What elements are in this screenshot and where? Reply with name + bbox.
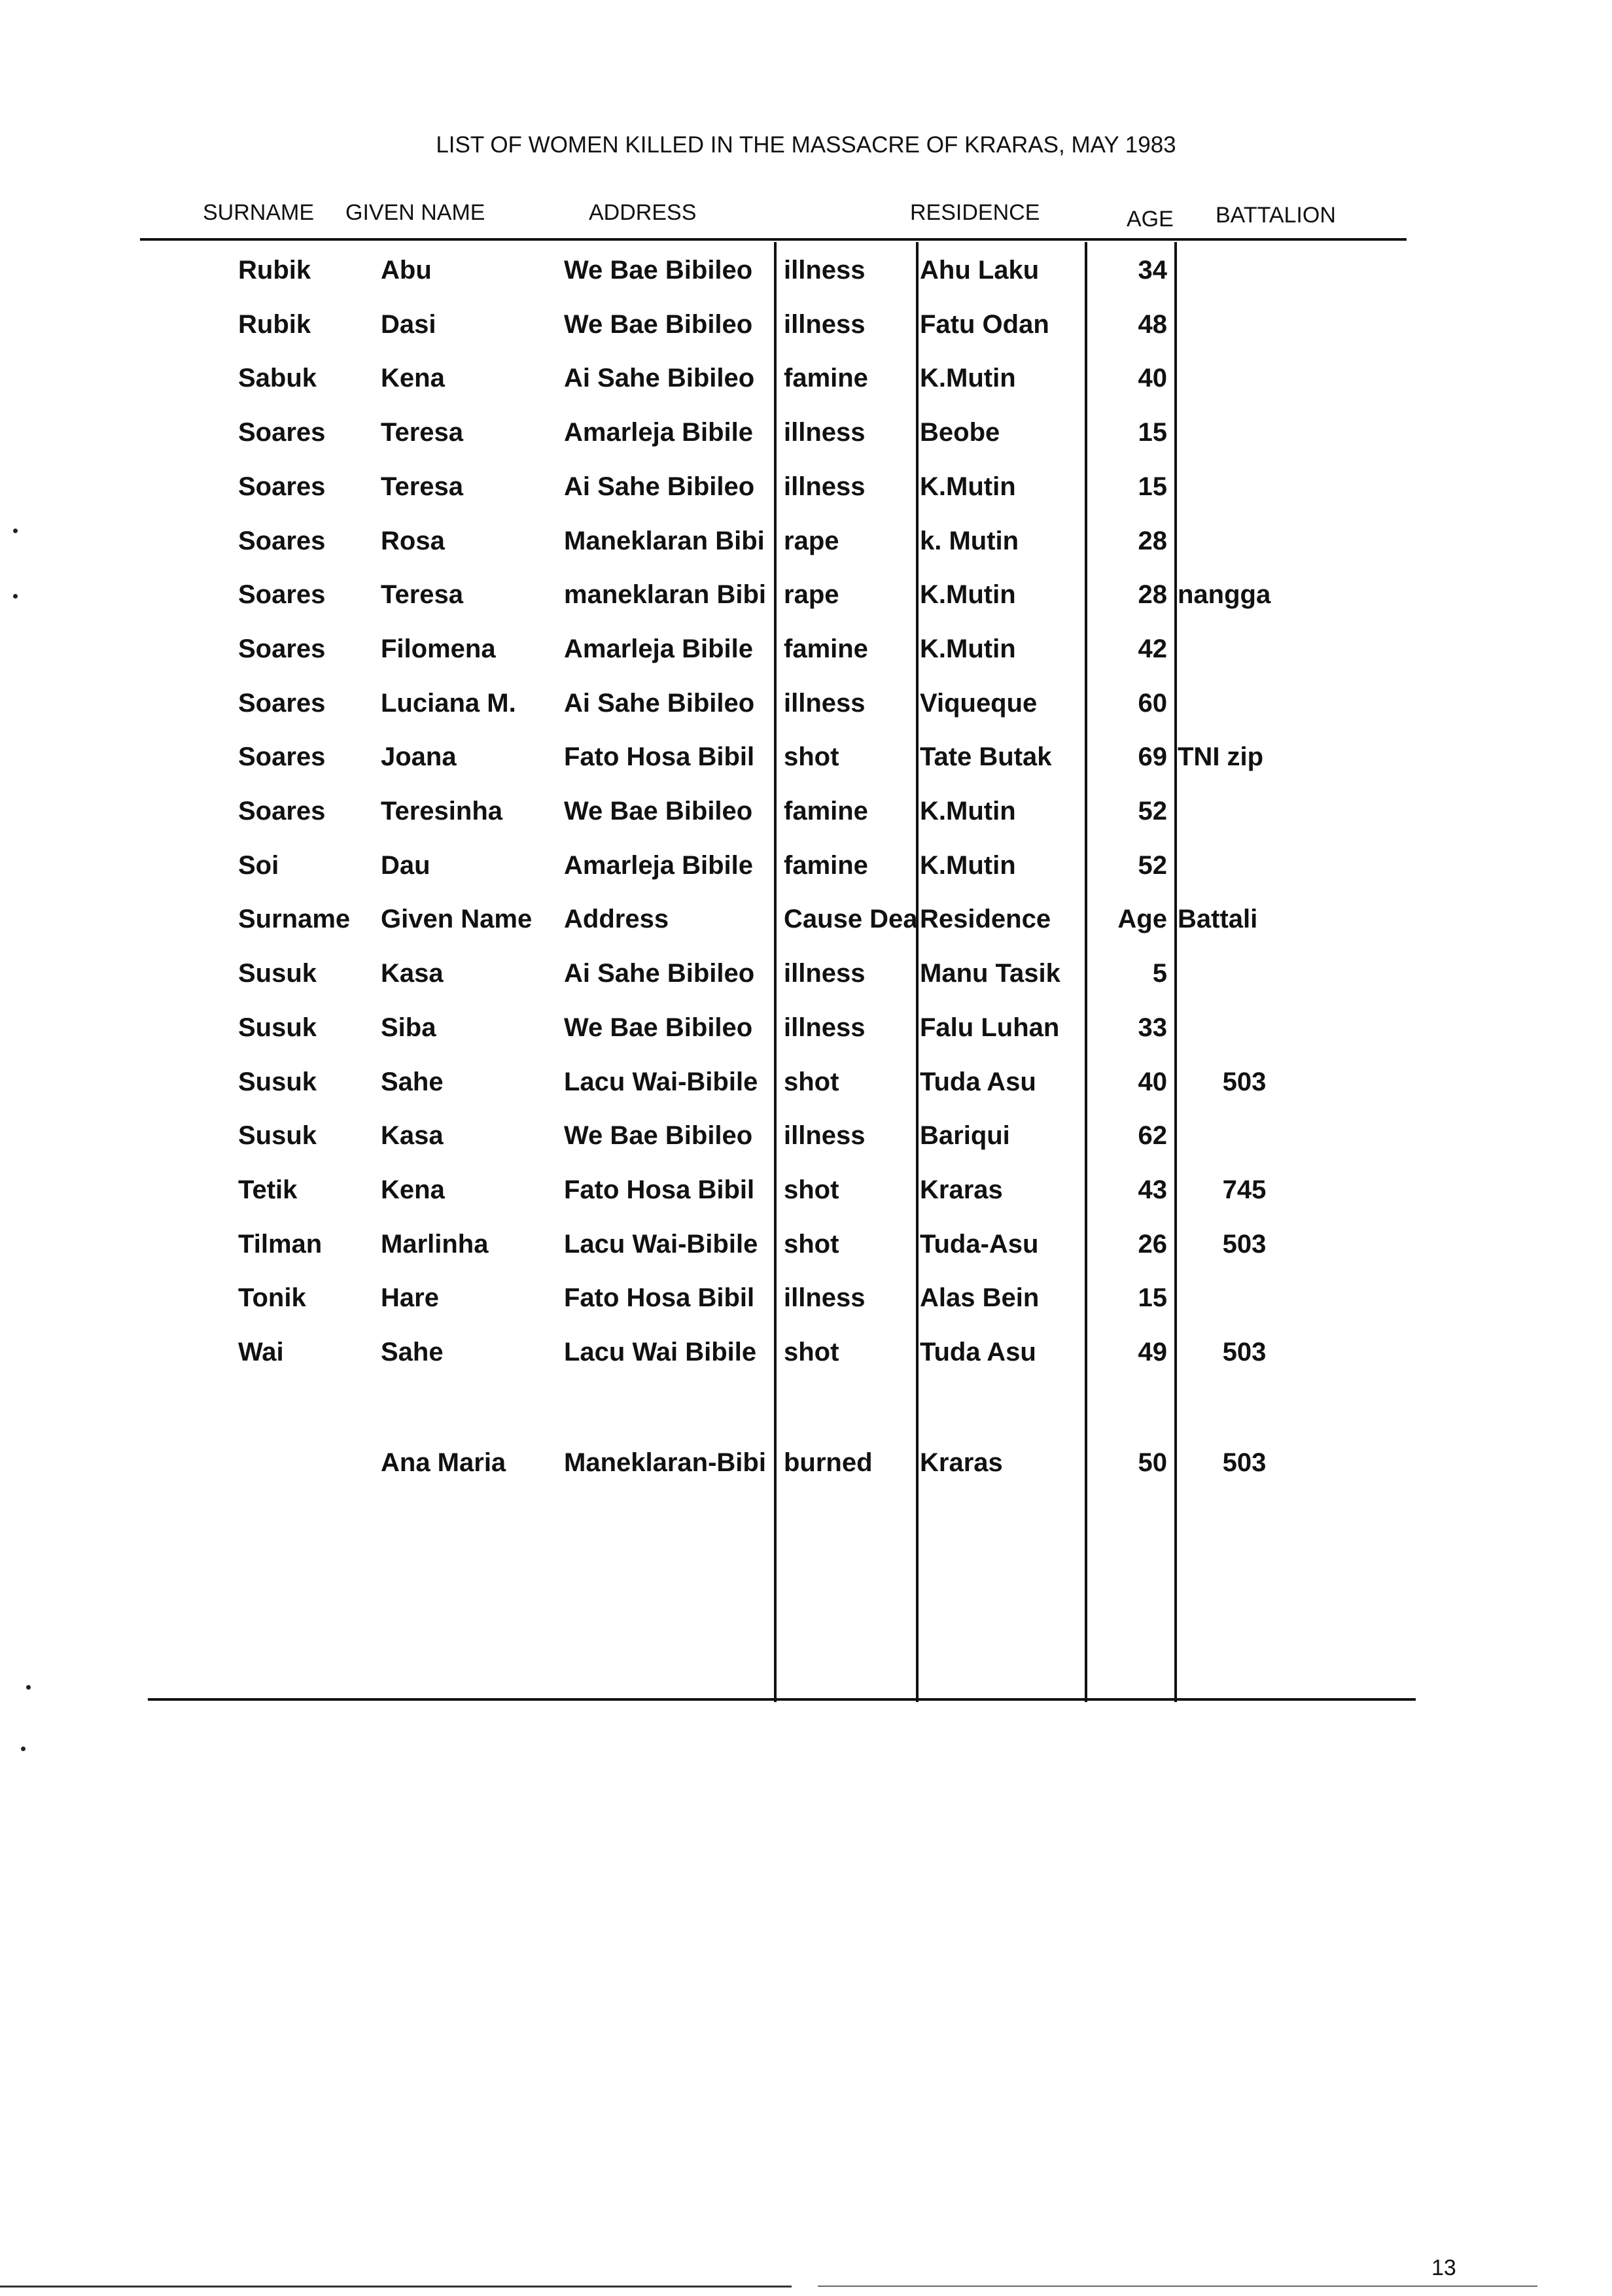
cell-battalion: 503 (1222, 1230, 1267, 1259)
cell-age: 49 (1138, 1338, 1167, 1366)
cell-age: 40 (1138, 364, 1167, 392)
punch-mark (21, 1747, 26, 1751)
cell-residence: K.Mutin (920, 797, 1016, 826)
header-battalion: BATTALION (1216, 203, 1336, 228)
cell-residence: K.Mutin (920, 851, 1016, 880)
cell-cause: illness (784, 689, 866, 718)
cell-residence: K.Mutin (920, 635, 1016, 663)
cell-address: Fato Hosa Bibil (564, 1175, 755, 1204)
cell-given: Hare (381, 1283, 439, 1312)
cell-address: We Bae Bibileo (564, 1013, 753, 1042)
cell-address: Ai Sahe Bibileo (564, 689, 755, 718)
document-title: LIST OF WOMEN KILLED IN THE MASSACRE OF KRARAS, MAY 1983 (436, 132, 1176, 158)
cell-given: Rosa (381, 527, 445, 555)
cell-cause: shot (784, 1230, 839, 1259)
cell-surname: Tilman (238, 1230, 323, 1259)
cell-surname: Soares (238, 472, 326, 501)
cell-residence: Bariqui (920, 1121, 1010, 1150)
cell-cause: burned (784, 1448, 873, 1477)
cell-residence: Kraras (920, 1175, 1003, 1204)
cell-surname: Wai (238, 1338, 284, 1366)
cell-residence: Tuda Asu (920, 1338, 1036, 1366)
cell-cause: famine (784, 364, 868, 392)
cell-address: maneklaran Bibi (564, 580, 767, 609)
cell-residence: Kraras (920, 1448, 1003, 1477)
table-bottom-rule (148, 1698, 1416, 1701)
cell-given: Kena (381, 364, 445, 392)
cell-address: We Bae Bibileo (564, 1121, 753, 1150)
cell-surname: Tonik (238, 1283, 306, 1312)
cell-cause: famine (784, 635, 868, 663)
cell-cause: illness (784, 310, 866, 339)
cell-residence: Beobe (920, 418, 1000, 447)
cell-given: Sahe (381, 1068, 444, 1096)
cell-surname: Susuk (238, 1013, 317, 1042)
column-rule-cause (774, 242, 777, 1702)
cell-battalion: 745 (1222, 1175, 1267, 1204)
cell-given: Luciana M. (381, 689, 516, 718)
cell-given: Teresa (381, 472, 464, 501)
cell-given: Teresinha (381, 797, 502, 826)
cell-address: Maneklaran-Bibi (564, 1448, 766, 1477)
cell-cause: illness (784, 959, 866, 988)
bottom-edge-line (818, 2286, 1537, 2287)
cell-battalion: TNI zip (1178, 742, 1264, 771)
cell-address: Ai Sahe Bibileo (564, 364, 755, 392)
cell-address: Address (564, 905, 669, 933)
cell-given: Dasi (381, 310, 436, 339)
cell-age: 43 (1138, 1175, 1167, 1204)
cell-battalion: nangga (1178, 580, 1271, 609)
cell-surname: Susuk (238, 1121, 317, 1150)
cell-residence: Tuda Asu (920, 1068, 1036, 1096)
cell-cause: Cause Dea (784, 905, 918, 933)
cell-residence: Falu Luhan (920, 1013, 1060, 1042)
cell-given: Teresa (381, 580, 464, 609)
cell-residence: k. Mutin (920, 527, 1019, 555)
cell-surname: Tetik (238, 1175, 298, 1204)
cell-age: 5 (1152, 959, 1167, 988)
cell-address: Lacu Wai-Bibile (564, 1068, 758, 1096)
cell-age: 62 (1138, 1121, 1167, 1150)
cell-residence: Manu Tasik (920, 959, 1060, 988)
header-age: AGE (1127, 207, 1174, 232)
cell-residence: Ahu Laku (920, 256, 1040, 285)
cell-age: 69 (1138, 742, 1167, 771)
cell-given: Abu (381, 256, 432, 285)
cell-age: 26 (1138, 1230, 1167, 1259)
cell-age: 60 (1138, 689, 1167, 718)
cell-address: Ai Sahe Bibileo (564, 472, 755, 501)
cell-address: Maneklaran Bibi (564, 527, 765, 555)
cell-given: Filomena (381, 635, 496, 663)
cell-cause: illness (784, 418, 866, 447)
cell-cause: famine (784, 851, 868, 880)
cell-cause: illness (784, 472, 866, 501)
cell-given: Kasa (381, 1121, 444, 1150)
cell-surname: Surname (238, 905, 351, 933)
cell-age: 40 (1138, 1068, 1167, 1096)
cell-age: 15 (1138, 418, 1167, 447)
cell-age: 28 (1138, 527, 1167, 555)
cell-surname: Sabuk (238, 364, 317, 392)
cell-age: 42 (1138, 635, 1167, 663)
cell-address: Lacu Wai-Bibile (564, 1230, 758, 1259)
cell-surname: Susuk (238, 1068, 317, 1096)
cell-surname: Susuk (238, 959, 317, 988)
cell-cause: shot (784, 1338, 839, 1366)
cell-residence: Fatu Odan (920, 310, 1049, 339)
punch-mark (13, 594, 18, 599)
cell-given: Sahe (381, 1338, 444, 1366)
cell-surname: Soares (238, 418, 326, 447)
cell-age: 33 (1138, 1013, 1167, 1042)
cell-address: Amarleja Bibile (564, 418, 754, 447)
cell-battalion: 503 (1222, 1338, 1267, 1366)
page-number: 13 (1431, 2255, 1456, 2280)
cell-given: Dau (381, 851, 430, 880)
cell-battalion: 503 (1222, 1448, 1267, 1477)
cell-given: Ana Maria (381, 1448, 506, 1477)
punch-mark (13, 529, 18, 533)
header-given-name: GIVEN NAME (345, 200, 485, 225)
cell-cause: illness (784, 1283, 866, 1312)
cell-battalion: 503 (1222, 1068, 1267, 1096)
cell-cause: famine (784, 797, 868, 826)
cell-surname: Soares (238, 527, 326, 555)
cell-age: 15 (1138, 1283, 1167, 1312)
header-rule (140, 238, 1407, 241)
cell-age: 15 (1138, 472, 1167, 501)
cell-surname: Soares (238, 580, 326, 609)
cell-residence: K.Mutin (920, 580, 1016, 609)
cell-battalion: Battali (1178, 905, 1258, 933)
cell-given: Kasa (381, 959, 444, 988)
cell-cause: shot (784, 742, 839, 771)
cell-address: We Bae Bibileo (564, 256, 753, 285)
cell-age: 34 (1138, 256, 1167, 285)
cell-cause: rape (784, 527, 839, 555)
cell-cause: shot (784, 1068, 839, 1096)
cell-address: Lacu Wai Bibile (564, 1338, 757, 1366)
cell-given: Given Name (381, 905, 533, 933)
cell-surname: Rubik (238, 256, 311, 285)
bottom-edge-line (0, 2286, 792, 2287)
cell-cause: illness (784, 1121, 866, 1150)
cell-address: Ai Sahe Bibileo (564, 959, 755, 988)
header-surname: SURNAME (203, 200, 315, 225)
cell-residence: Viqueque (920, 689, 1038, 718)
cell-residence: K.Mutin (920, 364, 1016, 392)
cell-address: We Bae Bibileo (564, 310, 753, 339)
cell-cause: rape (784, 580, 839, 609)
cell-surname: Soares (238, 635, 326, 663)
cell-surname: Soares (238, 689, 326, 718)
header-address: ADDRESS (589, 200, 697, 225)
cell-address: Amarleja Bibile (564, 851, 754, 880)
cell-address: Fato Hosa Bibil (564, 742, 755, 771)
cell-age: 50 (1138, 1448, 1167, 1477)
cell-cause: shot (784, 1175, 839, 1204)
cell-given: Kena (381, 1175, 445, 1204)
cell-residence: Alas Bein (920, 1283, 1040, 1312)
cell-cause: illness (784, 1013, 866, 1042)
cell-residence: Residence (920, 905, 1051, 933)
cell-cause: illness (784, 256, 866, 285)
cell-surname: Rubik (238, 310, 311, 339)
cell-age: 48 (1138, 310, 1167, 339)
cell-address: Fato Hosa Bibil (564, 1283, 755, 1312)
cell-residence: Tuda-Asu (920, 1230, 1039, 1259)
cell-age: 52 (1138, 851, 1167, 880)
cell-age: 28 (1138, 580, 1167, 609)
cell-given: Siba (381, 1013, 436, 1042)
cell-age: Age (1117, 905, 1167, 933)
cell-surname: Soares (238, 742, 326, 771)
cell-address: We Bae Bibileo (564, 797, 753, 826)
cell-residence: Tate Butak (920, 742, 1052, 771)
cell-address: Amarleja Bibile (564, 635, 754, 663)
cell-residence: K.Mutin (920, 472, 1016, 501)
cell-given: Joana (381, 742, 457, 771)
cell-given: Teresa (381, 418, 464, 447)
cell-surname: Soi (238, 851, 279, 880)
cell-surname: Soares (238, 797, 326, 826)
column-rule-battalion (1174, 242, 1177, 1702)
punch-mark (26, 1685, 31, 1690)
cell-age: 52 (1138, 797, 1167, 826)
cell-given: Marlinha (381, 1230, 489, 1259)
header-residence: RESIDENCE (910, 200, 1040, 225)
